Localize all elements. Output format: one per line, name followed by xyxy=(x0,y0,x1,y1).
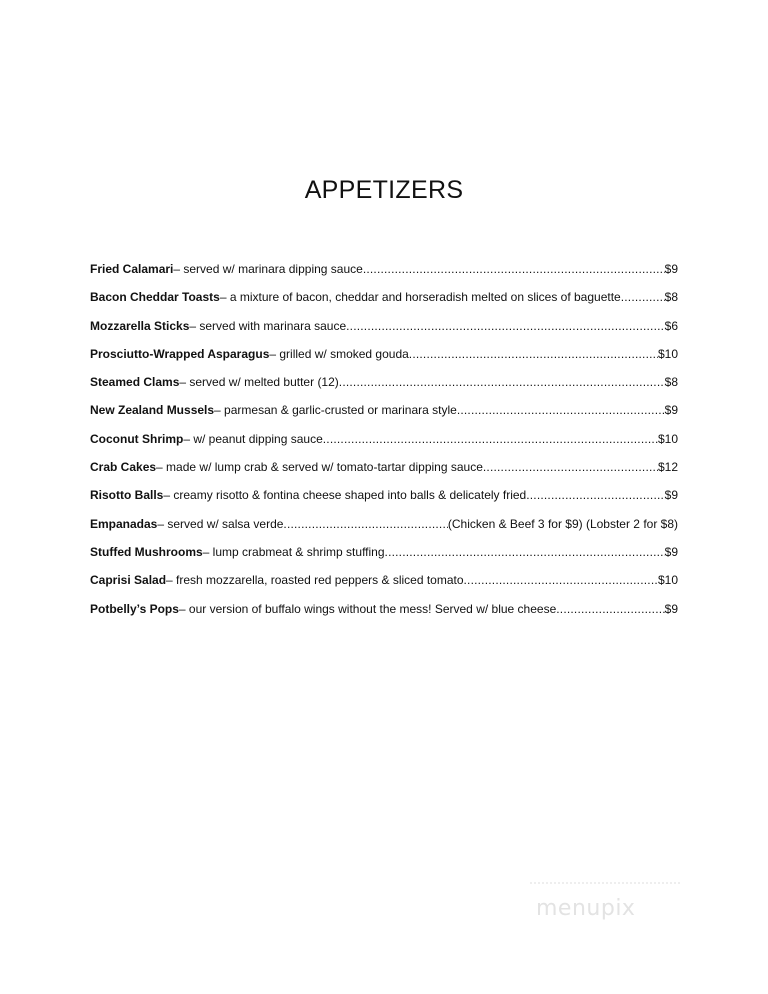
item-name: Fried Calamari xyxy=(90,262,174,276)
menu-item-coconut-shrimp xyxy=(90,432,678,460)
item-description: – our version of buffalo wings without the mess! Served w/ blue cheese xyxy=(178,601,557,616)
item-description: – fresh mozzarella, roasted red peppers & sliced tomato xyxy=(166,573,464,588)
dot-leader xyxy=(363,262,665,276)
menu-item-fried-calamari xyxy=(90,262,678,290)
item-name: Mozzarella Sticks xyxy=(90,318,190,333)
item-price: $12 xyxy=(657,460,678,475)
menu-item-caprisi-salad xyxy=(90,573,678,601)
menu-item-stuffed-mushrooms xyxy=(90,545,678,573)
menu-item-bacon-cheddar-toasts xyxy=(90,290,678,318)
dot-leader xyxy=(385,545,665,559)
menu-item-new-zealand-mussels xyxy=(90,403,678,431)
item-name: Caprisi Salad xyxy=(90,573,167,588)
item-price: $9 xyxy=(664,544,678,559)
dot-leader xyxy=(483,460,658,474)
dot-leader xyxy=(457,403,665,417)
item-price: $6 xyxy=(664,318,678,333)
item-price-options: (Chicken & Beef 3 for $9) (Lobster 2 for $8) xyxy=(447,516,678,531)
dot-leader xyxy=(409,347,658,361)
watermark-divider xyxy=(530,882,680,888)
item-price: $9 xyxy=(664,601,678,616)
item-name: Empanadas xyxy=(90,516,158,531)
dot-leader xyxy=(346,319,665,333)
watermark-logo: menupix xyxy=(536,896,636,921)
menu-item-risotto-balls xyxy=(90,488,678,516)
item-name: Bacon Cheddar Toasts xyxy=(90,290,220,305)
item-price: $10 xyxy=(657,573,678,588)
item-description: – served with marinara sauce xyxy=(189,318,347,333)
item-name: Prosciutto-Wrapped Asparagus xyxy=(90,346,270,361)
item-price: $10 xyxy=(657,346,678,361)
dot-leader xyxy=(526,488,664,502)
menu-list xyxy=(90,262,678,630)
menu-item-potbellys-pops xyxy=(90,602,678,630)
item-price: $9 xyxy=(664,262,678,276)
dot-leader xyxy=(339,375,665,389)
menu-item-prosciutto-wrapped-asparagus xyxy=(90,347,678,375)
item-description: – lump crabmeat & shrimp stuffing xyxy=(202,544,385,559)
item-name: Stuffed Mushrooms xyxy=(90,544,203,559)
item-name: Potbelly’s Pops xyxy=(90,601,179,616)
menu-item-crab-cakes xyxy=(90,460,678,488)
item-name: Risotto Balls xyxy=(90,488,164,503)
dot-leader xyxy=(283,517,447,531)
dot-leader xyxy=(323,432,658,446)
item-description: – served w/ marinara dipping sauce xyxy=(173,262,363,276)
menu-item-empanadas xyxy=(90,517,678,545)
item-price: $8 xyxy=(664,375,678,390)
item-description: – grilled w/ smoked gouda xyxy=(269,346,409,361)
dot-leader xyxy=(621,290,665,304)
dot-leader xyxy=(464,573,658,587)
item-name: Crab Cakes xyxy=(90,460,157,475)
item-name: Coconut Shrimp xyxy=(90,431,184,446)
item-price: $8 xyxy=(664,290,678,305)
item-description: – made w/ lump crab & served w/ tomato-tartar dipping sauce xyxy=(156,460,483,475)
item-price: $9 xyxy=(664,403,678,418)
page-title: APPETIZERS xyxy=(304,176,464,204)
dot-leader xyxy=(556,602,664,616)
menu-item-mozzarella-sticks xyxy=(90,319,678,347)
item-description: – a mixture of bacon, cheddar and horseradish melted on slices of baguette xyxy=(219,290,621,305)
item-description: – served w/ melted butter (12) xyxy=(179,375,339,390)
item-name: Steamed Clams xyxy=(90,375,180,390)
item-price: $10 xyxy=(657,431,678,446)
item-description: – w/ peanut dipping sauce xyxy=(183,431,323,446)
item-price: $9 xyxy=(664,488,678,503)
item-description: – creamy risotto & fontina cheese shaped into balls & delicately fried xyxy=(163,488,527,503)
item-description: – parmesan & garlic-crusted or marinara style xyxy=(214,403,457,418)
item-description: – served w/ salsa verde xyxy=(157,516,284,531)
item-name: New Zealand Mussels xyxy=(90,403,215,418)
menu-item-steamed-clams xyxy=(90,375,678,403)
